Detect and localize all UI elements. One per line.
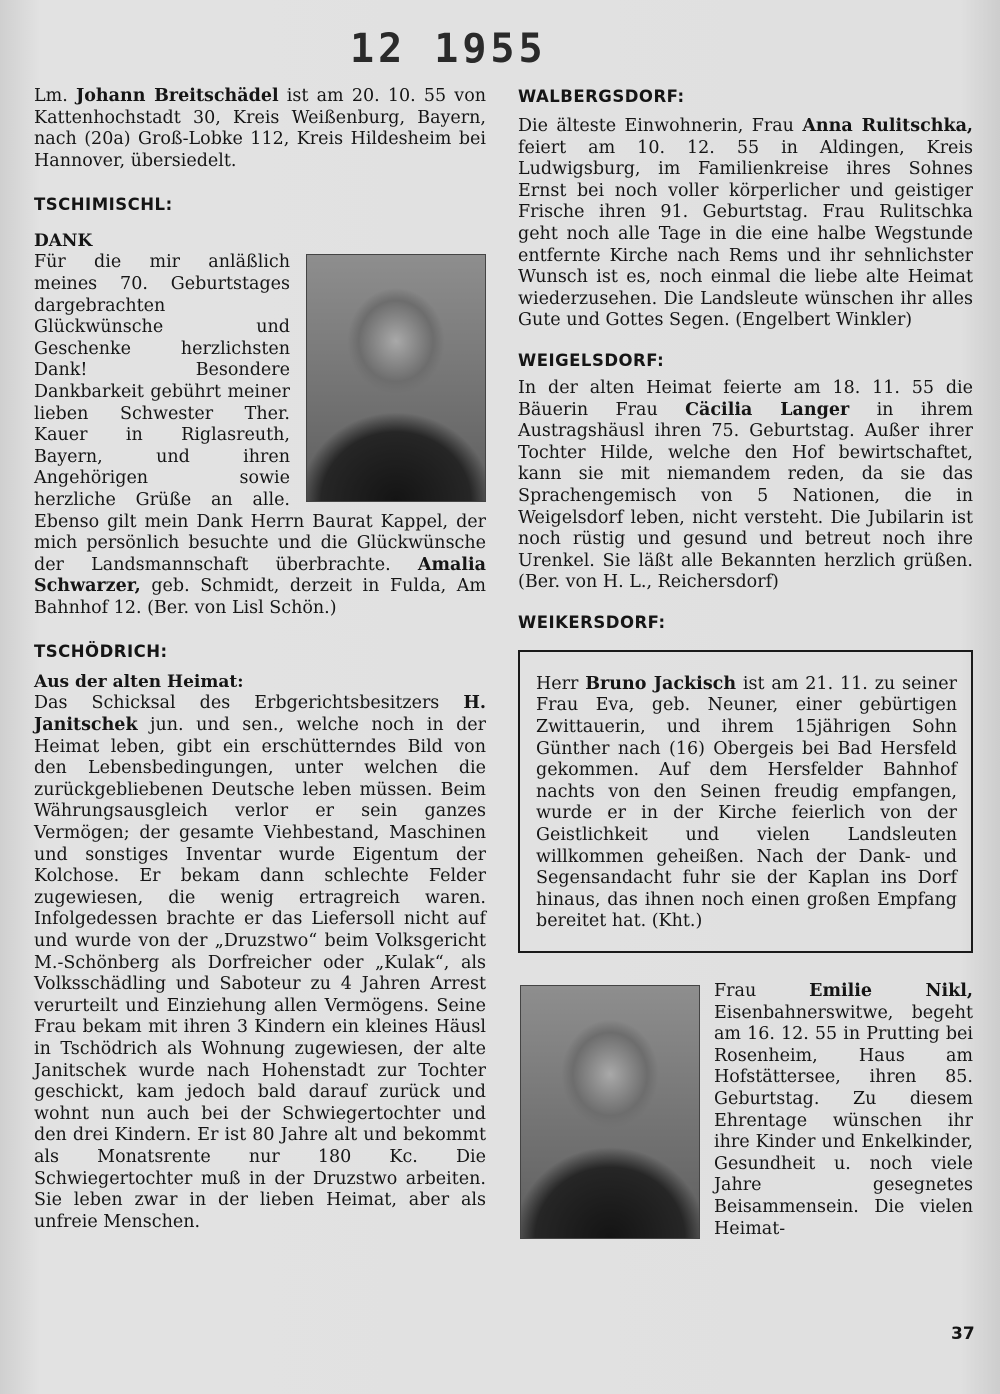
heading-weikersdorf: WEIKERSDORF:	[518, 612, 666, 632]
langer-article: In der alten Heimat feierte am 18. 11. 55 die Bäuerin Frau Cäcilia Langer in ihrem Austragshäusl ihren 75. Geburtstag. Außer ihrer Tochter Hilde, welche den Hof bewirtschaftet, kann sie mit niemandem reden, da sie das Sprachengemisch von 5 Nationen, die in Weigelsdorf leben, nicht versteht. Die Jubilarin ist noch rüstig und gesund und betreut noch ihre Urenkel. Sie läßt alle Bekannten herzlich grüßen. (Ber. von H. L., Reichersdorf)	[518, 377, 973, 593]
dank-text: Für die mir anläßlich meines 70. Geburtstages dargebrachten Glückwünsche und Geschenke herzlichsten Dank! Besondere Dankbarkeit gebührt meiner lieben Schwester Ther. Kauer in Riglasreuth, Bayern, und ihren Angehörigen sowie herzliche Grüße an alle. Ebenso gilt mein Dank Herrn Baurat Kappel, der mich persönlich besuchte und die Glückwünsche der Landsmannschaft überbrachte. Amalia Schwarzer, geb. Schmidt, derzeit in Fulda, Am Bahnhof 12. (Ber. von Lisl Schön.)	[34, 252, 486, 618]
right-column	[518, 86, 973, 1243]
subheading-aus-der-alten-heimat: Aus der alten Heimat:	[34, 672, 244, 693]
janitschek-article: Das Schicksal des Erbgerichtsbesitzers H. Janitschek jun. und sen., welche noch in der Heimat leben, gibt ein erschütterndes Bild von den Lebensbedingungen, unter welchen die zurückgebliebenen Deutsche leben müssen. Beim Währungsausgleich verlor er sein ganzes Vermögen; der gesamte Viehbestand, Maschinen und sonstiges Inventar wurde Eigentum der Kolchose. Er bekam dann schlechte Felder zugewiesen, die wenig ertragreich waren. Infolgedessen brachte er das Liefersoll nicht auf und wurde von der „Druzstwo“ beim Volksgericht M.-Schönberg als Dorfreicher oder „Kulak“, als Volksschädling und Saboteur zu 4 Jahren Arrest verurteilt und Einziehung allen Vermögens. Seine Frau bekam mit ihren 3 Kindern ein kleines Häusl in Tschödrich als Wohnung zugewiesen, der alte Janitschek wurde nach Hohenstadt zur Tochter geschickt, kam jedoch bald darauf zurück und wohnt nun auch bei der Schwiegertochter und den drei Kindern. Er ist 80 Jahre alt und bekommt als Monatsrente nur 180 Kc. Die Schwiegertochter muß in der Druzstwo arbeiten. Sie leben zwar in der lieben Heimat, aber als unfreie Menschen.	[34, 693, 486, 1232]
portrait-photo-emilie-nikl	[520, 985, 700, 1239]
left-column	[34, 86, 486, 1233]
subheading-dank: DANK	[34, 231, 93, 252]
portrait-photo-amalia-schwarzer	[306, 254, 486, 502]
heading-walbergsdorf: WALBERGSDORF:	[518, 87, 685, 106]
issue-stamp: 12 1955	[350, 26, 547, 72]
heading-tschoedrich: TSCHÖDRICH:	[34, 642, 168, 662]
jackisch-article: Herr Bruno Jackisch ist am 21. 11. zu seiner Frau Eva, geb. Neuner, einer gebürtigen Zwittauerin, und ihrem 15jährigen Sohn Günther nach (16) Obergeis bei Bad Hersfeld gekommen. Auf dem Hersfelder Bahnhof nachts von den Seinen freudig empfangen, wurde er in der Kirche feierlich von der Geistlichkeit und vielen Landsleuten willkommen geheißen. Nach der Dank- und Segensandacht fuhr sie der Kaplan ins Dorf hinaus, das ihnen noch einen großen Empfang bereitet hat. (Kht.)	[536, 673, 957, 932]
heading-tschimischl: TSCHIMISCHL:	[34, 195, 173, 215]
breitschaedel-notice: Lm. Johann Breitschädel ist am 20. 10. 55 von Kattenhochstadt 30, Kreis Weißenburg, Bayern, nach (20a) Groß-Lobke 112, Kreis Hildesheim bei Hannover, übersiedelt.	[34, 86, 487, 171]
nikl-article: Frau Emilie Nikl, Eisenbahnerswitwe, begeht am 16. 12. 55 in Prutting bei Rosenheim, Haus am Hofstättersee, ihren 85. Geburtstag. Zu diesem Ehrentage wünschen ihr ihre Kinder und Enkelkinder, Gesundheit u. noch viele Jahre gesegnetes Beisammensein. Die vielen Heimat-	[714, 981, 973, 1239]
heading-weigelsdorf: WEIGELSDORF:	[518, 350, 665, 370]
page-number: 37	[951, 1324, 975, 1344]
jackisch-boxed-notice	[518, 650, 973, 953]
rulitschka-article: Die älteste Einwohnerin, Frau Anna Rulitschka, feiert am 10. 12. 55 in Aldingen, Kreis Ludwigsburg, im Familienkreise ihres Sohnes Ernst bei noch voller körperlicher und geistiger Frische ihren 91. Geburtstag. Frau Rulitschka geht noch alle Tage in die eine halbe Wegstunde entfernte Kirche nach Rems und ihr sehnlichster Wunsch ist es, noch einmal die liebe alte Heimat wiederzusehen. Die Landsleute wünschen ihr alles Gute und Gottes Segen. (Engelbert Winkler)	[518, 116, 974, 331]
